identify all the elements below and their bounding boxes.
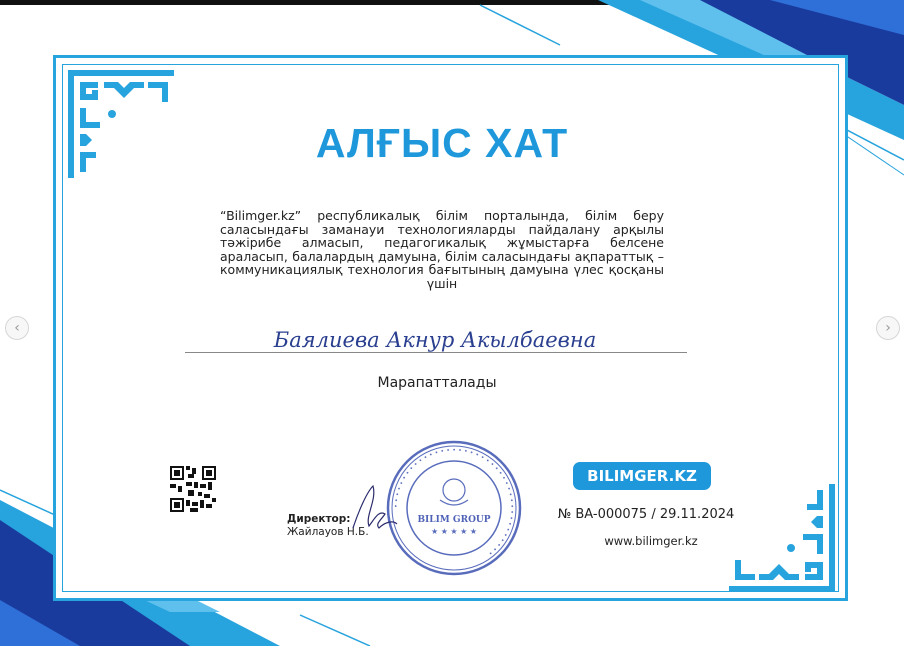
stamp-center-text: BILIM GROUP — [417, 515, 491, 525]
certificate-number: № BA-000075 / 29.11.2024 — [557, 507, 735, 522]
recipient-name: Баялиева Акнур Акылбаевна — [273, 328, 597, 352]
website-link[interactable]: www.bilimger.kz — [604, 534, 698, 548]
svg-text:• • • • • • • • • • • • • • •: • • • • • • • • • • • • • • • • • • • • • • • • • • • • • • • • • • • • • • • • — [392, 446, 516, 557]
previous-button[interactable] — [5, 316, 29, 340]
name-underline — [185, 352, 687, 353]
certificate-body-text: “Bilimger.kz” республикалық білім порталында, білім беру саласындағы заманауи технологияларды пайдалану арқылы тәжірибе алмасып, педагогикалық жұмыстарға белсене араласып, балалардың дамуына, білім саласындағы ақпараттық – коммуникациялық технология бағытының дамуына үлес қосқаны үшін — [220, 208, 664, 291]
certificate-title: АЛҒЫС ХАТ — [315, 120, 569, 166]
next-button[interactable] — [876, 316, 900, 340]
chevron-left-icon: ‹ — [14, 320, 20, 336]
official-stamp — [384, 438, 524, 578]
director-signature — [345, 480, 405, 536]
director-label: Директор: — [287, 513, 351, 525]
qr-code-icon — [170, 466, 216, 512]
awarded-label: Марапатталады — [377, 375, 497, 391]
chevron-right-icon: › — [885, 320, 891, 336]
svg-text:★ ★ ★ ★ ★: ★ ★ ★ ★ ★ — [430, 527, 478, 536]
brand-badge: BILIMGER.KZ — [573, 462, 711, 490]
director-name: Жайлауов Н.Б. — [287, 526, 369, 538]
